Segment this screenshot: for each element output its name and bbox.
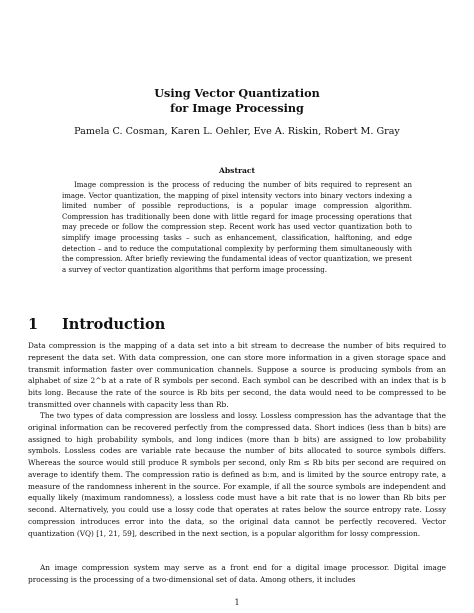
paper-title-line1: Using Vector Quantization <box>154 86 320 100</box>
section-title: Introduction <box>62 316 166 333</box>
abstract-text: Image compression is the process of reducing the number of bits required to represent an image. Vector quantization, the mapping of pixel intensity vectors into binary vectors indexing a limited number of possible reproductions, is a popular image compression algorithm. Compression has traditionally been done with little regard for image processing operations that may precede or follow the compression step. Recent work has used vector quantization both to simplify image processing tasks – such as enhancement, classification, halftoning, and edge detection – and to reduce the computational complexity by performing them simultaneously with the compression. After briefly reviewing the fundamental ideas of vector quantization, we present a survey of vector quantization algorithms that perform image processing. <box>62 181 412 274</box>
paper-title-line2: for Image Processing <box>170 101 304 115</box>
page-number: 1 <box>234 598 240 607</box>
section-number: 1 <box>28 316 39 333</box>
paragraph-2: The two types of data compression are lossless and lossy. Lossless compression has the advantage that the original information can be recovered perfectly from the compressed data. Short indices (less than b bits) are assigned to high probability symbols, and long indices (more than b bits) are assigned to low probability symbols. Lossless codes are variable rate because the number of bits allocated to source symbols differs. Whereas the source would still produce R symbols per second, only Rm ≤ Rb bits per second are required on average to identify them. The compression ratio is defined as b:m, and is limited by the source entropy rate, a measure of the randomness inherent in the source. For example, if all the source symbols are independent and equally likely (maximum randomness), a lossless code must have a bit rate that is no lower than Rb bits per second. Alternatively, you could use a lossy code that operates at rates below the source entropy rate. Lossy compression introduces error into the data, so the original data cannot be perfectly recovered. Vector quantization (VQ) [1, 21, 59], described in the next section, is a popular algorithm for lossy compression. <box>28 411 446 538</box>
author-list: Pamela C. Cosman, Karen L. Oehler, Eve A. Riskin, Robert M. Gray <box>74 126 400 137</box>
abstract-heading: Abstract <box>218 166 256 175</box>
section-heading <box>28 316 165 333</box>
paragraph-3: An image compression system may serve as a front end for a digital image processor. Digital image processing is the processing of a two-dimensional set of data. Among others, it includes <box>28 563 446 584</box>
paragraph-1: Data compression is the mapping of a data set into a bit stream to decrease the number of bits required to represent the data set. With data compression, one can store more information in a given storage space and transmit information faster over communication channels. Suppose a source is producing symbols from an alphabet of size 2^b at a rate of R symbols per second. Each symbol can be described with an index that is b bits long. Because the rate of the source is Rb bits per second, the data would need to be compressed to be transmitted over channels with capacity less than Rb. <box>28 341 446 409</box>
